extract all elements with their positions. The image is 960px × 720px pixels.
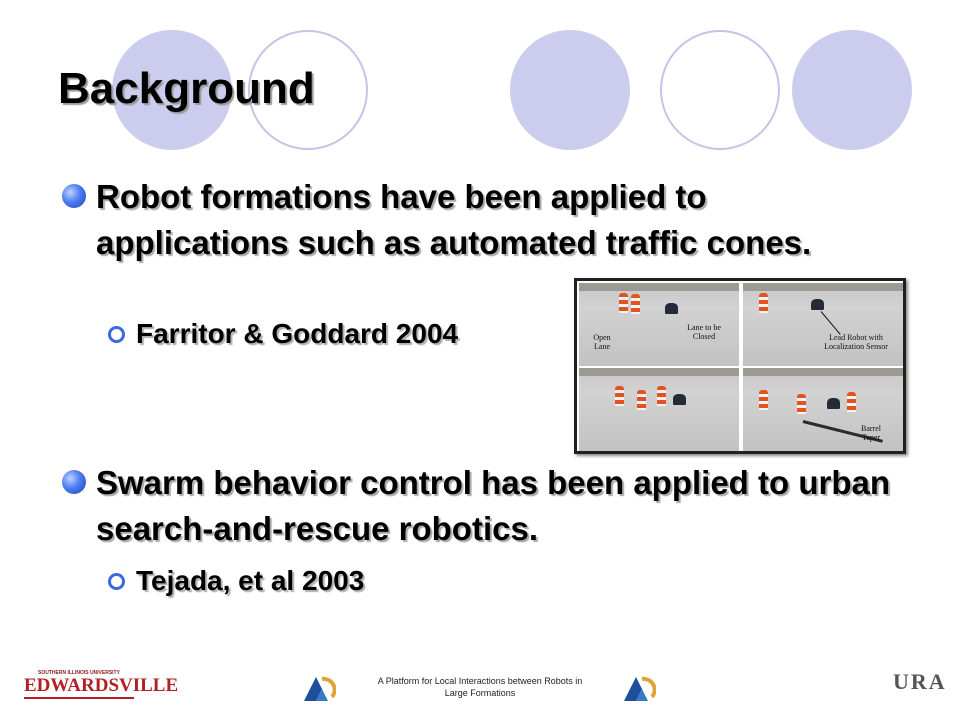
sub-bullet-text: Farritor & Goddard 2004: [136, 318, 459, 349]
bullet-dot-icon: [62, 470, 86, 494]
sub-bullet-text: Tejada, et al 2003: [136, 565, 365, 596]
photo-panel: [743, 283, 903, 366]
barrel-taper-label: Barrel Taper: [861, 424, 881, 442]
decorative-ring: [660, 30, 780, 150]
traffic-cone-robot-photo: [574, 278, 906, 454]
decorative-circle: [510, 30, 630, 150]
ia-logo-icon: [622, 673, 656, 703]
siue-logo: SOUTHERN ILLINOIS UNIVERSITY EDWARDSVILLE: [24, 670, 136, 700]
bullet-text: Robot formations have been applied to applications such as automated traffic cones.: [96, 178, 812, 261]
photo-panel: [579, 368, 739, 451]
open-lane-label: Open Lane: [593, 333, 611, 351]
photo-panel: [743, 368, 903, 451]
decorative-circle: [792, 30, 912, 150]
ring-bullet-icon: [108, 326, 125, 343]
slide-title: Background: [58, 64, 315, 113]
lane-closed-label: Lane to be Closed: [687, 323, 721, 341]
photo-panel: [579, 283, 739, 366]
ring-bullet-icon: [108, 573, 125, 590]
ia-logo-icon: [302, 673, 336, 703]
ura-logo: URA: [893, 669, 947, 694]
bullet-dot-icon: [62, 184, 86, 208]
footer-caption: A Platform for Local Interactions between Robots in Large Formations: [377, 676, 583, 698]
bullet-text: Swarm behavior control has been applied to urban search-and-rescue robotics.: [96, 464, 890, 547]
lead-robot-label: Lead Robot with Localization Sensor: [824, 333, 888, 351]
